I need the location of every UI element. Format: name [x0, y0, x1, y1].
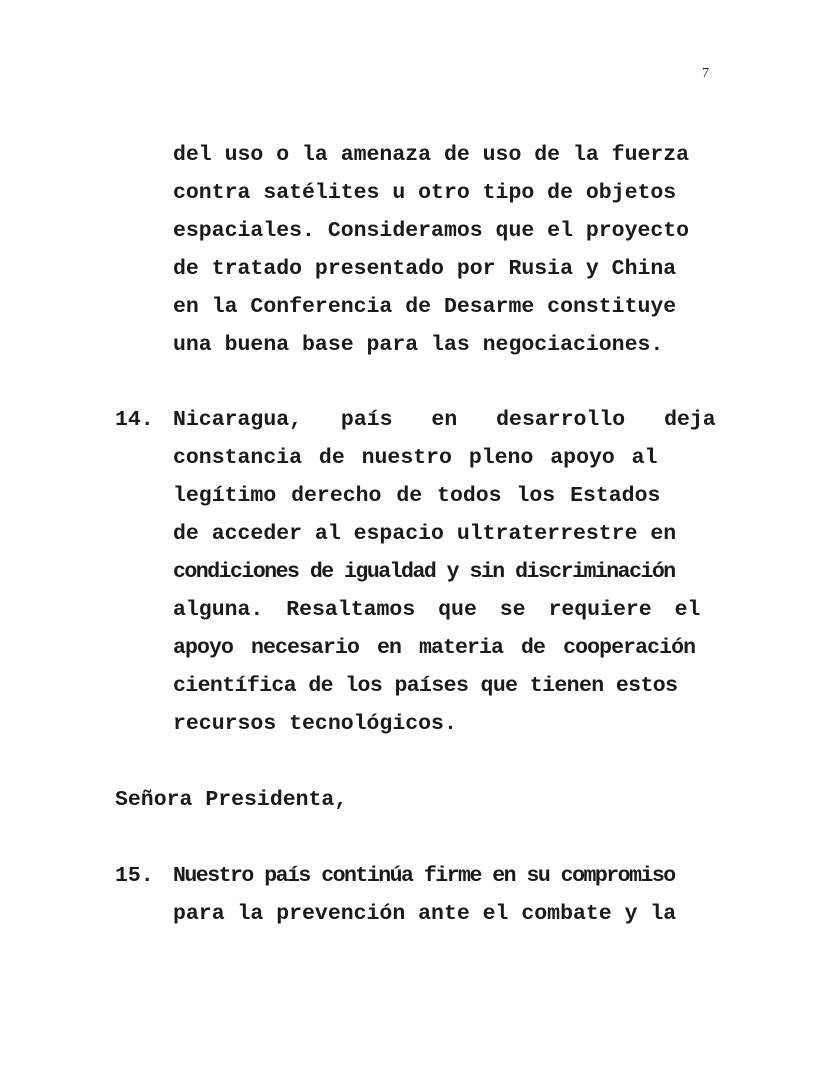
page-number: 7 [702, 66, 709, 81]
text-line: de tratado presentado por Rusia y China [173, 257, 677, 281]
text-line: científica de los países que tienen estos [173, 674, 678, 698]
text-line: recursos tecnológicos. [173, 712, 457, 736]
text-line: Nuestro país continúa firme en su compromiso [173, 864, 675, 888]
text-line: de acceder al espacio ultraterrestre en [173, 522, 677, 546]
text-line: legítimo derecho de todos los Estados [173, 484, 661, 508]
text-line: en la Conferencia de Desarme constituye [173, 295, 677, 319]
text-line: una buena base para las negociaciones. [173, 333, 664, 357]
paragraph-number: 15. [115, 864, 154, 888]
text-line: Nicaragua, país en desarrollo deja [173, 408, 716, 432]
text-line: espaciales. Consideramos que el proyecto [173, 219, 690, 243]
paragraph-number: 14. [115, 408, 154, 432]
text-line: contra satélites u otro tipo de objetos [173, 181, 677, 205]
text-line: constancia de nuestro pleno apoyo al [173, 446, 658, 470]
text-line: para la prevención ante el combate y la [173, 902, 677, 926]
text-line: condiciones de igualdad y sin discriminación [173, 560, 675, 584]
text-line: apoyo necesario en materia de cooperación [173, 636, 696, 660]
text-line: del uso o la amenaza de uso de la fuerza [173, 143, 690, 167]
salutation: Señora Presidenta, [115, 788, 348, 812]
text-line: alguna. Resaltamos que se requiere el [173, 598, 701, 622]
